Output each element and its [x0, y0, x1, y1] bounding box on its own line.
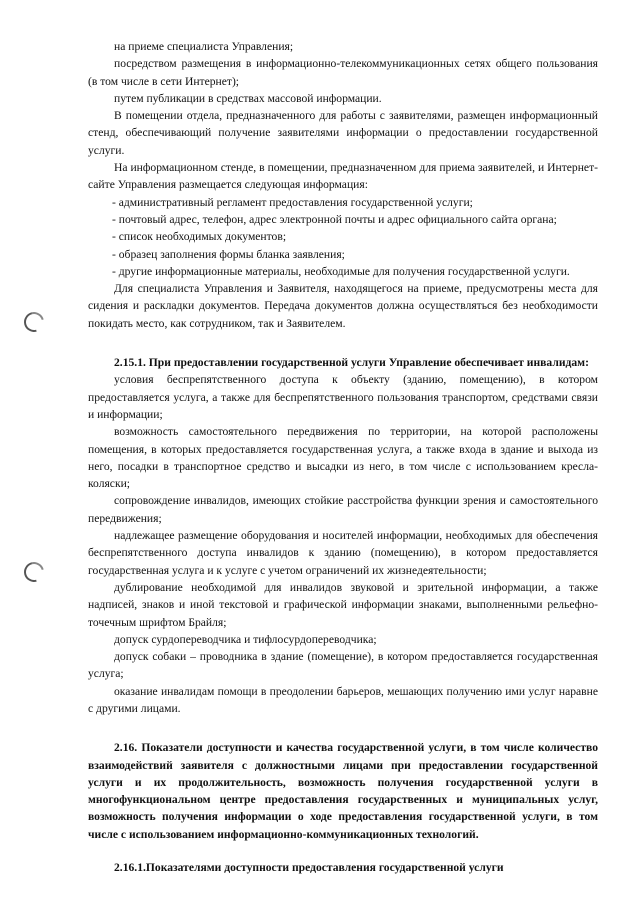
list-item: - административный регламент предоставления государственной услуги;	[112, 195, 473, 209]
paragraph: Для специалиста Управления и Заявителя, находящегося на приеме, предусмотрены места для сидения и раскладки документов. Передача документов должна осуществляться без необходимости покидать место, как сотрудником, так и Заявителем.	[88, 282, 598, 330]
paragraph: В помещении отдела, предназначенного для работы с заявителями, размещен информационный стенд, обеспечивающий получение заявителями информации о предоставлении государственной услуги.	[88, 109, 598, 157]
list-item: сопровождение инвалидов, имеющих стойкие расстройства функции зрения и самостоятельного передвижения;	[88, 494, 598, 525]
list-item: - другие информационные материалы, необходимые для получения государственной услуги.	[112, 264, 570, 278]
section-heading-2-15-1: 2.15.1. При предоставлении государственной услуги Управление обеспечивает инвалидам:	[114, 356, 589, 370]
paragraph: На информационном стенде, в помещении, предназначенном для приема заявителей, и Интернет-сайте Управления размещается следующая информация:	[88, 161, 598, 192]
text-line: на приеме специалиста Управления;	[114, 40, 294, 53]
list-item: допуск сурдопереводчика и тифлосурдопереводчика;	[114, 632, 377, 646]
list-item: оказание инвалидам помощи в преодолении барьеров, мешающих получению ими услуг наравне с другими лицами.	[88, 684, 598, 715]
list-item: - образец заполнения формы бланка заявления;	[112, 247, 345, 261]
text-line: путем публикации в средствах массовой информации.	[114, 91, 382, 105]
section-heading-2-16: 2.16. Показатели доступности и качества государственной услуги, в том числе количество взаимодействий заявителя с должностными лицами при предоставлении государственной услуги и их продолжительность, возможность получения государственной услуги в многофункциональном центре предоставления государственных и муниципальных услуг, возможность получения информации о ходе предоставления государственной услуги, в том числе с использованием информационно-коммуникационных технологий.	[88, 741, 598, 841]
list-item: условия беспрепятственного доступа к объекту (зданию, помещению), в котором предоставляется услуга, а также для беспрепятственного пользования транспортом, средствами связи и информации;	[88, 373, 598, 421]
hole-punch-mark-icon	[20, 308, 47, 335]
list-item: надлежащее размещение оборудования и носителей информации, необходимых для обеспечения беспрепятственного доступа инвалидов к зданию (помещению), в котором предоставляется государственная услуга и к услуге с учетом ограничений их жизнедеятельности;	[88, 529, 598, 577]
hole-punch-mark-icon	[20, 558, 47, 585]
list-item: дублирование необходимой для инвалидов звуковой и зрительной информации, а также надписей, знаков и иной текстовой и графической информации знаками, выполненными рельефно-точечным шрифтом Брайля;	[88, 580, 598, 629]
section-heading-2-16-1: 2.16.1.Показателями доступности предоставления государственной услуги	[114, 861, 504, 875]
list-item: допуск собаки – проводника в здание (помещение), в котором предоставляется государственная услуга;	[88, 650, 598, 681]
list-item: - список необходимых документов;	[112, 230, 287, 244]
list-item: возможность самостоятельного передвижения по территории, на которой расположены помещения, в которых предоставляется государственная услуга, а также входа в здание и выхода из него, посадки в транспортное средство и высадки из него, в том числе с использованием кресла-коляски;	[88, 425, 598, 491]
text-line: посредством размещения в информационно-телекоммуникационных сетях общего пользования (в том числе в сети Интернет);	[88, 57, 598, 88]
list-item: - почтовый адрес, телефон, адрес электронной почты и адрес официального сайта органа;	[112, 212, 557, 226]
